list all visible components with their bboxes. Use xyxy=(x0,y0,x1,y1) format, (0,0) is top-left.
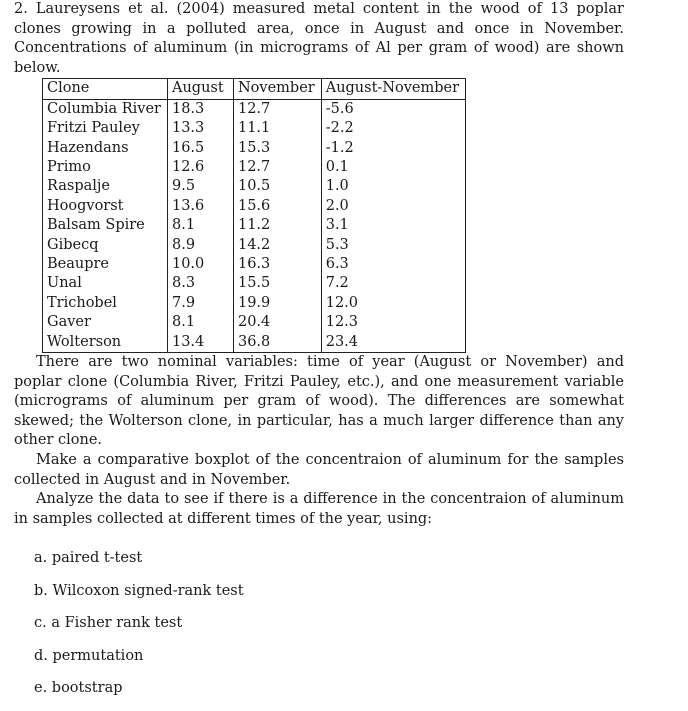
cell-august: 8.3 xyxy=(167,274,233,293)
header-difference: August-November xyxy=(321,79,465,99)
table-row xyxy=(43,99,466,119)
cell-august: 12.6 xyxy=(167,158,233,177)
cell-difference: 6.3 xyxy=(321,255,465,274)
cell-november: 10.5 xyxy=(233,177,321,196)
method-item: a. paired t-test xyxy=(34,550,143,567)
method-item: b. Wilcoxon signed-rank test xyxy=(34,582,244,599)
cell-november: 12.7 xyxy=(233,158,321,177)
method-item: c. a Fisher rank test xyxy=(34,615,183,632)
cell-november: 15.3 xyxy=(233,139,321,158)
aluminum-table xyxy=(42,78,466,353)
cell-november: 15.6 xyxy=(233,197,321,216)
method-list xyxy=(34,549,624,711)
cell-difference: 2.0 xyxy=(321,197,465,216)
cell-clone: Raspalje xyxy=(43,177,168,196)
cell-november: 36.8 xyxy=(233,333,321,353)
cell-difference: 0.1 xyxy=(321,158,465,177)
table-row xyxy=(43,119,466,138)
table-row xyxy=(43,216,466,235)
cell-clone: Primo xyxy=(43,158,168,177)
cell-clone: Gibecq xyxy=(43,236,168,255)
cell-november: 11.1 xyxy=(233,119,321,138)
table-row xyxy=(43,236,466,255)
cell-november: 12.7 xyxy=(233,99,321,119)
paragraph-variables: There are two nominal variables: time of year (August or November) and poplar clone (Columbia River, Fritzi Pauley, etc.), and one measurement variable (micrograms of aluminum per gram of wood). The differences are somewhat skewed; the Wolterson clone, in particular, has a much larger difference than any other clone. xyxy=(14,354,624,449)
paragraph-analyze: Analyze the data to see if there is a difference in the concentraion of aluminum in samples collected at different times of the year, using: xyxy=(14,491,624,527)
cell-august: 8.9 xyxy=(167,236,233,255)
cell-difference: 1.0 xyxy=(321,177,465,196)
table-row xyxy=(43,333,466,353)
table-row xyxy=(43,197,466,216)
cell-clone: Fritzi Pauley xyxy=(43,119,168,138)
table-row xyxy=(43,255,466,274)
cell-clone: Trichobel xyxy=(43,294,168,313)
cell-august: 13.3 xyxy=(167,119,233,138)
cell-august: 13.4 xyxy=(167,333,233,353)
header-november: November xyxy=(233,79,321,99)
cell-clone: Hazendans xyxy=(43,139,168,158)
cell-november: 20.4 xyxy=(233,313,321,332)
cell-clone: Unal xyxy=(43,274,168,293)
cell-clone: Wolterson xyxy=(43,333,168,353)
cell-difference: -2.2 xyxy=(321,119,465,138)
cell-august: 16.5 xyxy=(167,139,233,158)
header-clone: Clone xyxy=(43,79,168,99)
cell-august: 9.5 xyxy=(167,177,233,196)
cell-difference: 5.3 xyxy=(321,236,465,255)
cell-november: 16.3 xyxy=(233,255,321,274)
cell-clone: Balsam Spire xyxy=(43,216,168,235)
cell-difference: -1.2 xyxy=(321,139,465,158)
cell-difference: 3.1 xyxy=(321,216,465,235)
paragraph-boxplot: Make a comparative boxplot of the concentraion of aluminum for the samples collected in August and in November. xyxy=(14,452,624,488)
cell-november: 15.5 xyxy=(233,274,321,293)
cell-august: 18.3 xyxy=(167,99,233,119)
cell-difference: 12.3 xyxy=(321,313,465,332)
cell-august: 7.9 xyxy=(167,294,233,313)
cell-august: 8.1 xyxy=(167,216,233,235)
cell-clone: Hoogvorst xyxy=(43,197,168,216)
cell-november: 14.2 xyxy=(233,236,321,255)
cell-november: 19.9 xyxy=(233,294,321,313)
table-row xyxy=(43,313,466,332)
cell-difference: 12.0 xyxy=(321,294,465,313)
header-august: August xyxy=(167,79,233,99)
problem-intro: 2. Laureysens et al. (2004) measured metal content in the wood of 13 poplar clones growing in a polluted area, once in August and once in November. Concentrations of aluminum (in micrograms of Al per gram of wood) are shown below. xyxy=(14,1,624,76)
cell-august: 10.0 xyxy=(167,255,233,274)
table-row xyxy=(43,139,466,158)
table-row xyxy=(43,177,466,196)
method-item: d. permutation xyxy=(34,647,144,664)
table-header-row xyxy=(43,79,466,99)
document-page xyxy=(14,0,624,711)
cell-difference: 7.2 xyxy=(321,274,465,293)
table-row xyxy=(43,294,466,313)
cell-difference: 23.4 xyxy=(321,333,465,353)
cell-clone: Columbia River xyxy=(43,99,168,119)
table-row xyxy=(43,274,466,293)
cell-clone: Gaver xyxy=(43,313,168,332)
table-row xyxy=(43,158,466,177)
cell-clone: Beaupre xyxy=(43,255,168,274)
cell-difference: -5.6 xyxy=(321,99,465,119)
cell-november: 11.2 xyxy=(233,216,321,235)
method-item: e. bootstrap xyxy=(34,679,123,696)
cell-august: 8.1 xyxy=(167,313,233,332)
cell-august: 13.6 xyxy=(167,197,233,216)
